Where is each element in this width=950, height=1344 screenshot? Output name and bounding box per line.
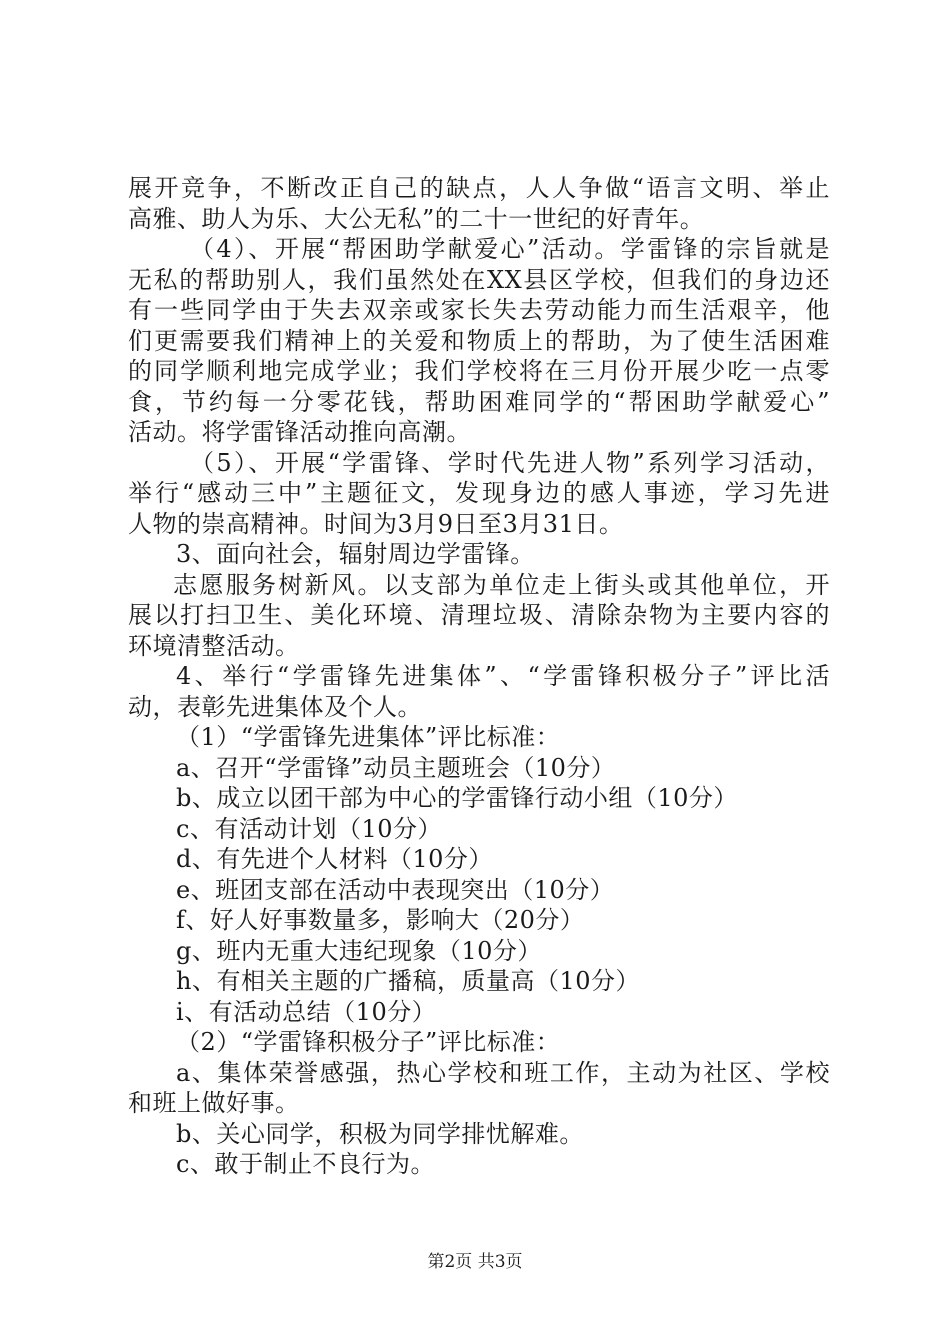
text-line: e、班团支部在活动中表现突出（10分） — [176, 875, 615, 904]
text-line: 志愿服务树新风。以支部为单位走上街头或其他单位，开 — [173, 570, 830, 599]
text-line: （2）“学雷锋积极分子”评比标准： — [176, 1028, 561, 1056]
text-line: d、有先进个人材料（10分） — [176, 845, 493, 873]
text-line: 食，节约每一分零花钱，帮助困难同学的“帮困助学献爱心” — [128, 387, 830, 416]
text-line: c、敢于制止不良行为。 — [176, 1150, 435, 1178]
text-line: （1）“学雷锋先进集体”评比标准： — [176, 723, 561, 751]
text-line: 展以打扫卫生、美化环境、清理垃圾、清除杂物为主要内容的 — [128, 601, 830, 629]
text-line: c、有活动计划（10分） — [176, 814, 442, 843]
text-line: 有一些同学由于失去双亲或家长失去劳动能力而生活艰辛，他 — [128, 296, 830, 324]
text-line: 们更需要我们精神上的关爱和物质上的帮助，为了使生活困难 — [128, 326, 830, 355]
text-line: 人物的崇高精神。时间为3月9日至3月31日。 — [128, 509, 624, 538]
text-line: b、成立以团干部为中心的学雷锋行动小组（10分） — [176, 784, 738, 812]
text-line: f、好人好事数量多，影响大（20分） — [176, 906, 585, 934]
page-number-footer: 第2页 共3页 — [427, 1252, 523, 1272]
text-line: （5）、开展“学雷锋、学时代先进人物”系列学习活动， — [190, 448, 830, 477]
text-line: 活动。将学雷锋活动推向高潮。 — [128, 418, 471, 446]
text-line: 3、面向社会，辐射周边学雷锋。 — [176, 540, 535, 568]
text-line: （4）、开展“帮困助学献爱心”活动。学雷锋的宗旨就是 — [190, 235, 830, 263]
text-line: 环境清整活动。 — [128, 631, 300, 660]
text-line: 无私的帮助别人，我们虽然处在XX县区学校，但我们的身边还 — [128, 265, 830, 294]
text-line: i、有活动总结（10分） — [176, 997, 437, 1026]
text-line: g、班内无重大违纪现象（10分） — [176, 936, 542, 965]
text-line: 的同学顺利地完成学业；我们学校将在三月份开展少吃一点零 — [128, 357, 830, 385]
text-line: h、有相关主题的广播稿，质量高（10分） — [176, 967, 640, 995]
text-line: a、召开“学雷锋”动员主题班会（10分） — [176, 753, 616, 782]
text-line: 展开竞争，不断改正自己的缺点，人人争做“语言文明、举止 — [128, 174, 830, 202]
text-line: 动，表彰先进集体及个人。 — [128, 692, 422, 721]
text-line: a、集体荣誉感强，热心学校和班工作，主动为社区、学校 — [176, 1058, 830, 1087]
text-line: 高雅、助人为乐、大公无私”的二十一世纪的好青年。 — [128, 204, 705, 233]
text-line: b、关心同学，积极为同学排忧解难。 — [176, 1119, 584, 1148]
text-line: 和班上做好事。 — [128, 1089, 300, 1117]
text-line: 4、举行“学雷锋先进集体”、“学雷锋积极分子”评比活 — [176, 662, 830, 690]
document-body — [128, 173, 830, 1180]
text-line: 举行“感动三中”主题征文，发现身边的感人事迹，学习先进 — [128, 479, 830, 507]
